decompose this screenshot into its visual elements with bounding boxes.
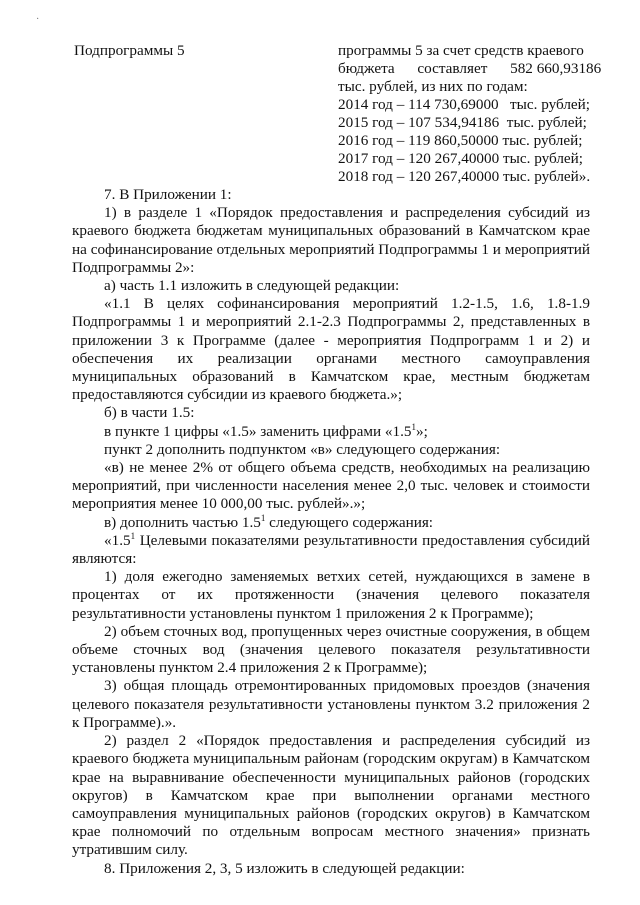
part-v-tail: следующего содержания:	[265, 513, 434, 531]
table-line: 2017 год – 120 267,40000 тыс. рублей;	[338, 150, 583, 167]
superscript: 1	[411, 421, 416, 432]
superscript: 1	[260, 512, 266, 523]
paragraph-indicator-3: 3) общая площадь отремонтированных придомовых проездов (значения целевого показателя результативности установлены пунктом 3.2 приложения 2 к Программе).».	[72, 677, 590, 731]
paragraph-indicator-1: 1) доля ежегодно заменяемых ветхих сетей, нуждающихся в замене в процентах от их протяженности (значения целевого показателя результативности установлены пунктом 1 приложения 2 к Программе);	[72, 568, 590, 622]
scan-mark: ·	[36, 14, 40, 25]
superscript: 1	[130, 530, 136, 541]
paragraph-point-2: пункт 2 дополнить подпунктом «в» следующего содержания:	[104, 440, 501, 458]
table-line: 2016 год – 119 860,50000 тыс. рублей;	[338, 132, 583, 149]
paragraph-indicator-2: 2) объем сточных вод, пропущенных через очистные сооружения, в общем объеме сточных вод (значения целевого показателя результативности установлены пунктом 2.4 приложения 2 к Программе);	[72, 622, 590, 677]
paragraph-item-7: 7. В Приложении 1:	[104, 186, 232, 203]
table-line: тыс. рублей, из них по годам:	[338, 78, 528, 95]
table-line: бюджета составляет 582 660,93186	[338, 60, 602, 77]
paragraph-quote-1-5-1	[72, 532, 590, 568]
paragraph-part-b: б) в части 1.5:	[104, 404, 195, 422]
paragraph-subpoint-v: «в) не менее 2% от общего объема средств, необходимых на реализацию мероприятий, при численности населения менее 2,0 тыс. человек и стоимости мероприятия менее 10 000,00 тыс. рублей».»;	[72, 459, 590, 513]
paragraph-item-8: 8. Приложения 2, 3, 5 изложить в следующей редакции:	[104, 859, 465, 877]
table-line: 2014 год – 114 730,69000 тыс. рублей;	[338, 96, 591, 113]
document-body	[72, 186, 590, 878]
table-cell	[338, 42, 602, 186]
paragraph-section-1: 1) в разделе 1 «Порядок предоставления и распределения субсидий из краевого бюджета бюджетам муниципальных образований в Камчатском крае на софинансирование отдельных мероприятий Подпрограммы 1 и мероприятий Подпрограммы 2»:	[72, 204, 590, 276]
paragraph-part-v	[72, 514, 590, 532]
table-label: Подпрограммы 5	[74, 42, 185, 59]
paragraph-section-2: 2) раздел 2 «Порядок предоставления и распределения субсидий из краевого бюджета муниципальным районам (городским округам) в Камчатском крае на выравнивание обеспеченности муниципальных районов (городских округов) в Камчатском крае при выполнении органами местного самоуправления муниципальных районов (городских округов) в Камчатском крае полномочий по отдельным вопросам местного значения» признать утратившим силу.	[72, 732, 590, 859]
paragraph-quote-1-1: «1.1 В целях софинансирования мероприятий 1.2-1.5, 1.6, 1.8-1.9 Подпрограммы 1 и мероприятий 2.1-2.3 Подпрограммы 2, представленных в приложении 3 к Программе (далее - мероприятия Подпрограмм 1 и 2) и обеспечения их реализации органами местного самоуправления муниципальных образований в Камчатском крае, местным бюджетам предоставляются субсидии из краевого бюджета.»;	[72, 295, 590, 404]
point-1-text: в пункте 1 цифры «1.5» заменить цифрами «1.5	[104, 422, 412, 440]
paragraph-part-a: а) часть 1.1 изложить в следующей редакции:	[104, 277, 400, 295]
table-line: 2015 год – 107 534,94186 тыс. рублей;	[338, 114, 587, 131]
paragraph-point-1	[72, 423, 590, 441]
quote-1-5-text: «1.5	[104, 531, 131, 549]
table-line: программы 5 за счет средств краевого	[338, 42, 584, 59]
point-1-tail: »;	[415, 422, 428, 440]
quote-1-5-tail: Целевыми показателями результативности предоставления субсидий являются:	[72, 531, 590, 568]
part-v-text: в) дополнить частью 1.5	[104, 513, 261, 531]
table-line: 2018 год – 120 267,40000 тыс. рублей».	[338, 168, 591, 185]
